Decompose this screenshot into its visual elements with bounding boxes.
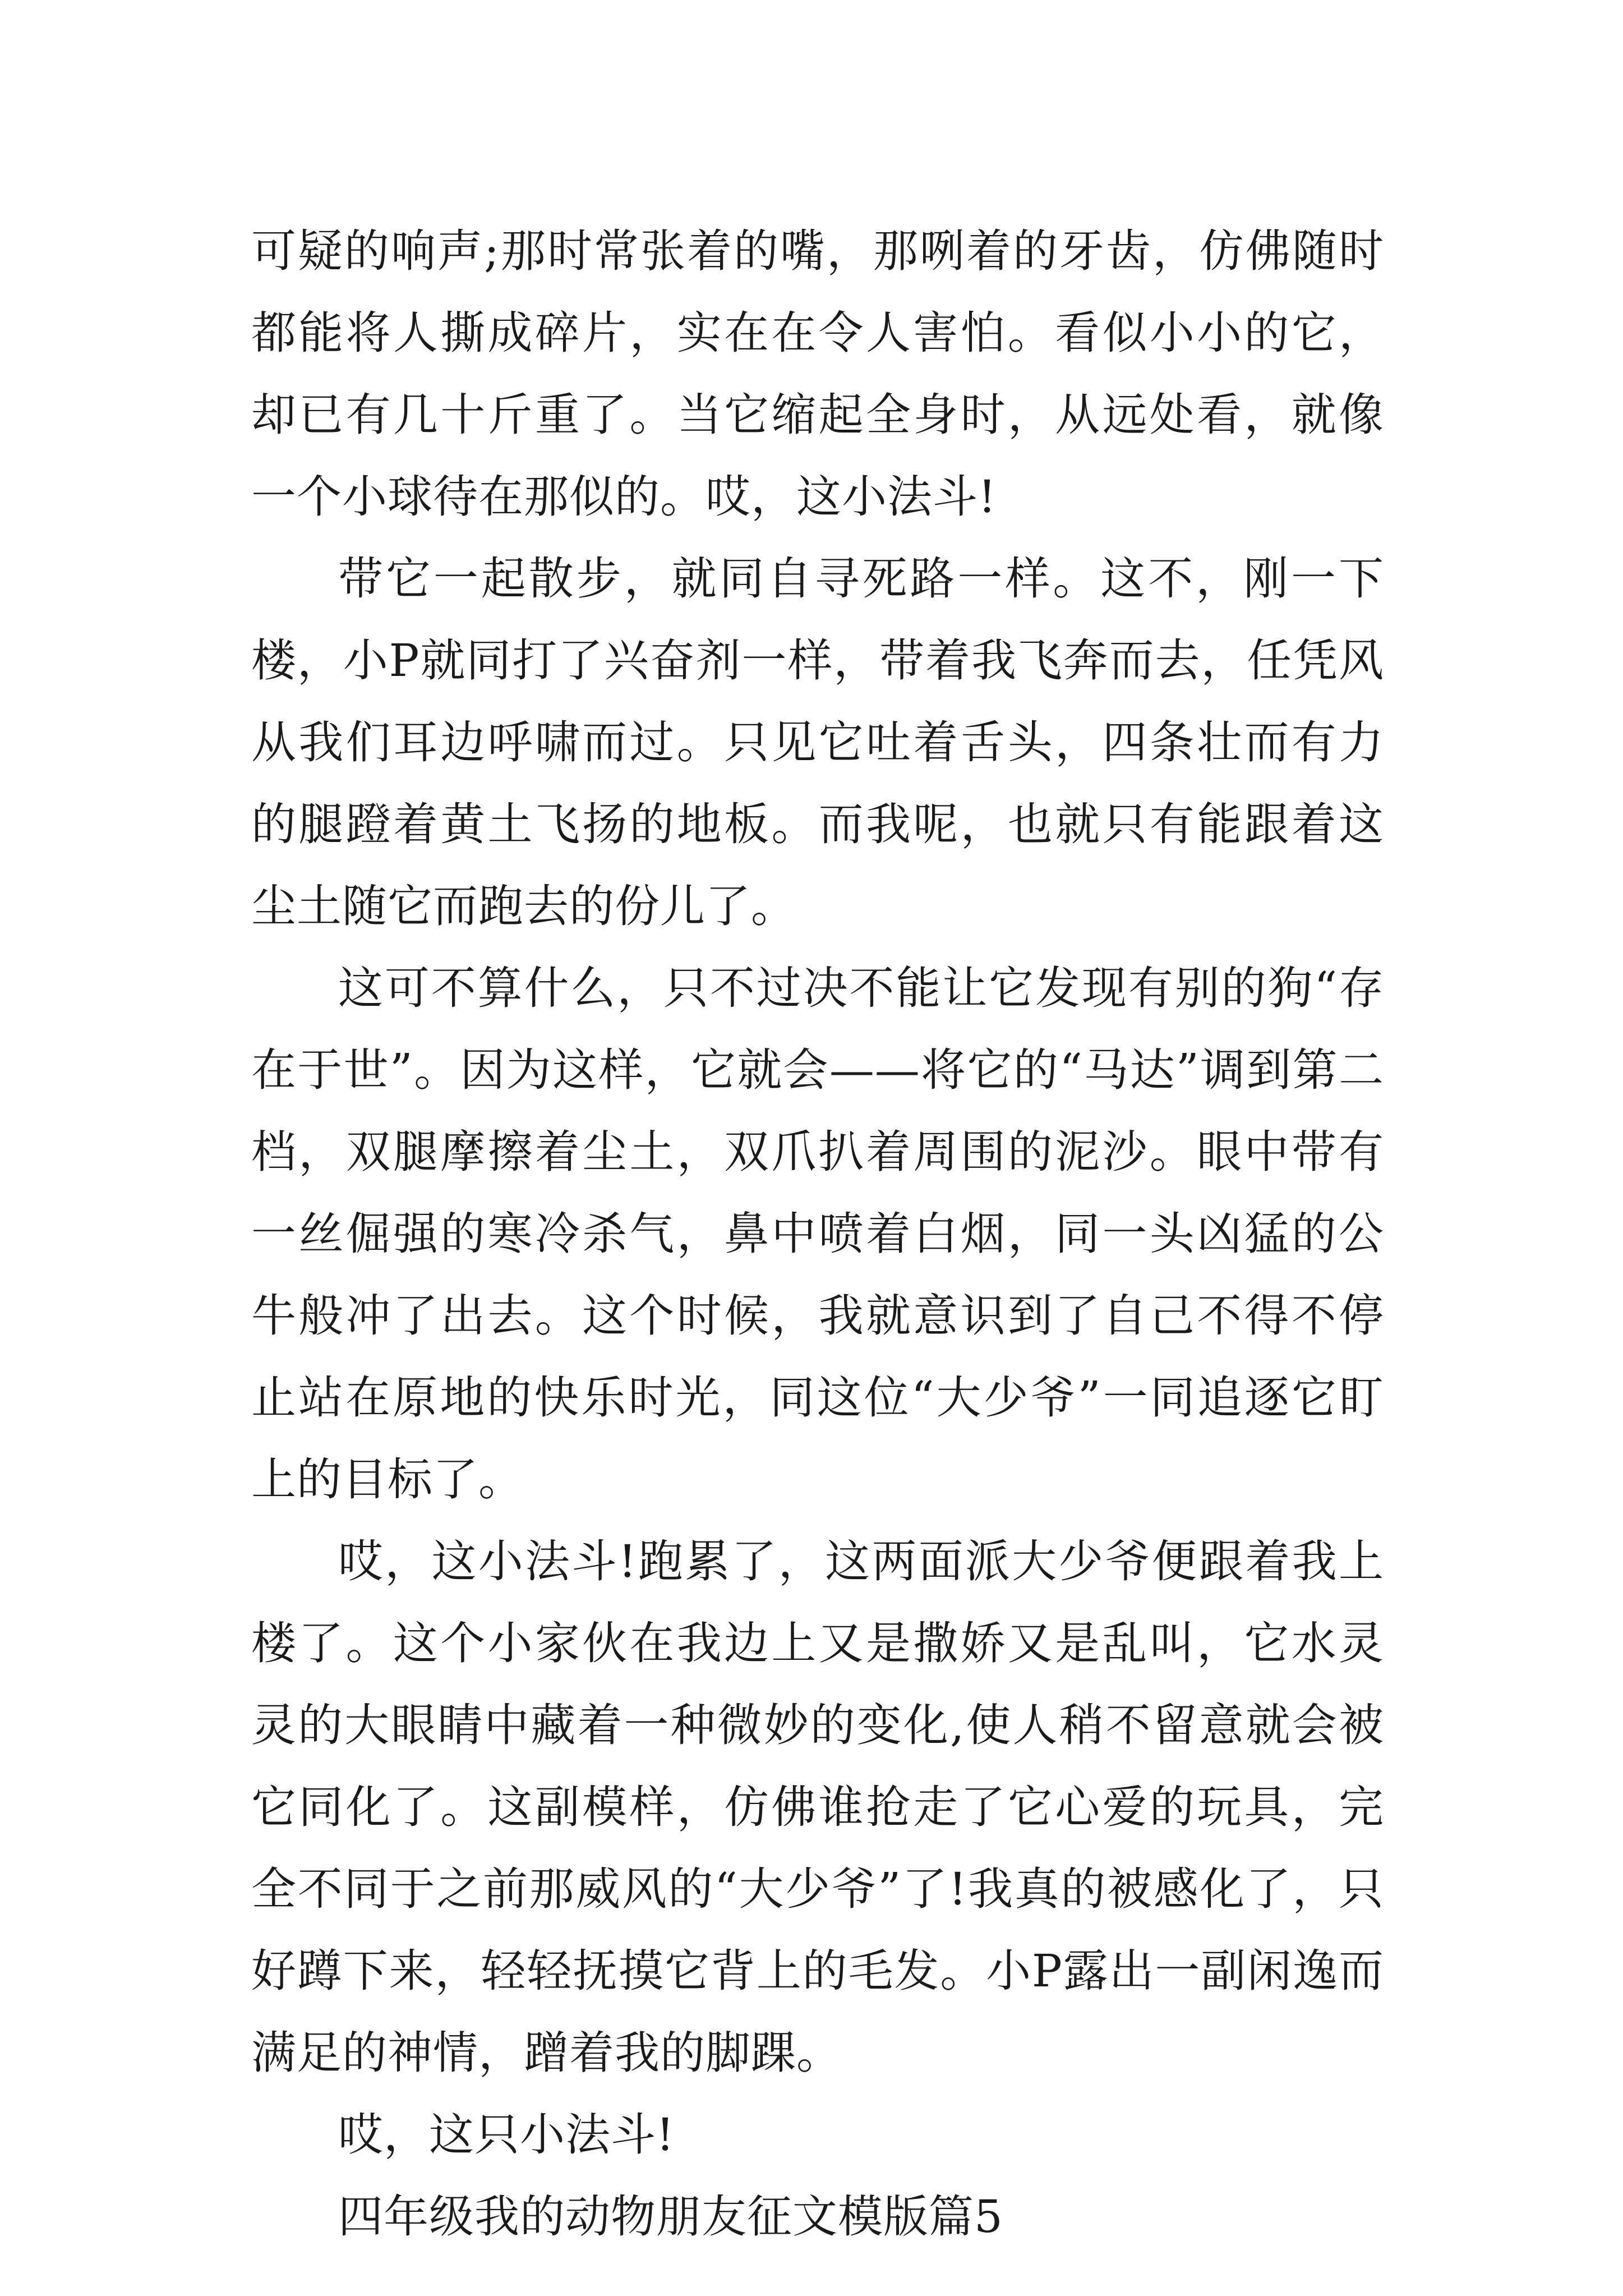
paragraph-2: 带它一起散步，就同自寻死路一样。这不，刚一下楼，小P就同打了兴奋剂一样，带着我飞奔而去，任凭风从我们耳边呼啸而过。只见它吐着舌头，四条壮而有力的腿蹬着黄土飞扬的地板。而我呢，也就只有能跟着这尘土随它而跑去的份儿了。: [251, 553, 1384, 932]
section-heading: 四年级我的动物朋友征文模版篇5: [338, 2191, 1003, 2243]
paragraph-3: 这可不算什么，只不过决不能让它发现有别的狗“存在于世”。因为这样，它就会——将它的“马达”调到第二档，双腿摩擦着尘土，双爪扒着周围的泥沙。眼中带有一丝倔强的寒冷杀气，鼻中喷着白烟，同一头凶猛的公牛般冲了出去。这个时候，我就意识到了自己不得不停止站在原地的快乐时光，同这位“大少爷”一同追逐它盯上的目标了。: [251, 962, 1384, 1506]
paragraph-4: 哎，这小法斗!跑累了，这两面派大少爷便跟着我上楼了。这个小家伙在我边上又是撒娇又是乱叫，它水灵灵的大眼睛中藏着一种微妙的变化,使人稍不留意就会被它同化了。这副模样，仿佛谁抢走了它心爱的玩具，完全不同于之前那威风的“大少爷”了!我真的被感化了，只好蹲下来，轻轻抚摸它背上的毛发。小P露出一副闲逸而满足的神情，蹭着我的脚踝。: [251, 1535, 1384, 2079]
paragraph-5: 哎，这只小法斗!: [338, 2109, 675, 2161]
body-text: [251, 210, 1384, 2258]
paragraph-1: 可疑的响声;那时常张着的嘴，那咧着的牙齿，仿佛随时都能将人撕成碎片，实在在令人害怕。看似小小的它，却已有几十斤重了。当它缩起全身时，从远处看，就像一个小球待在那似的。哎，这小法斗!: [251, 225, 1384, 523]
